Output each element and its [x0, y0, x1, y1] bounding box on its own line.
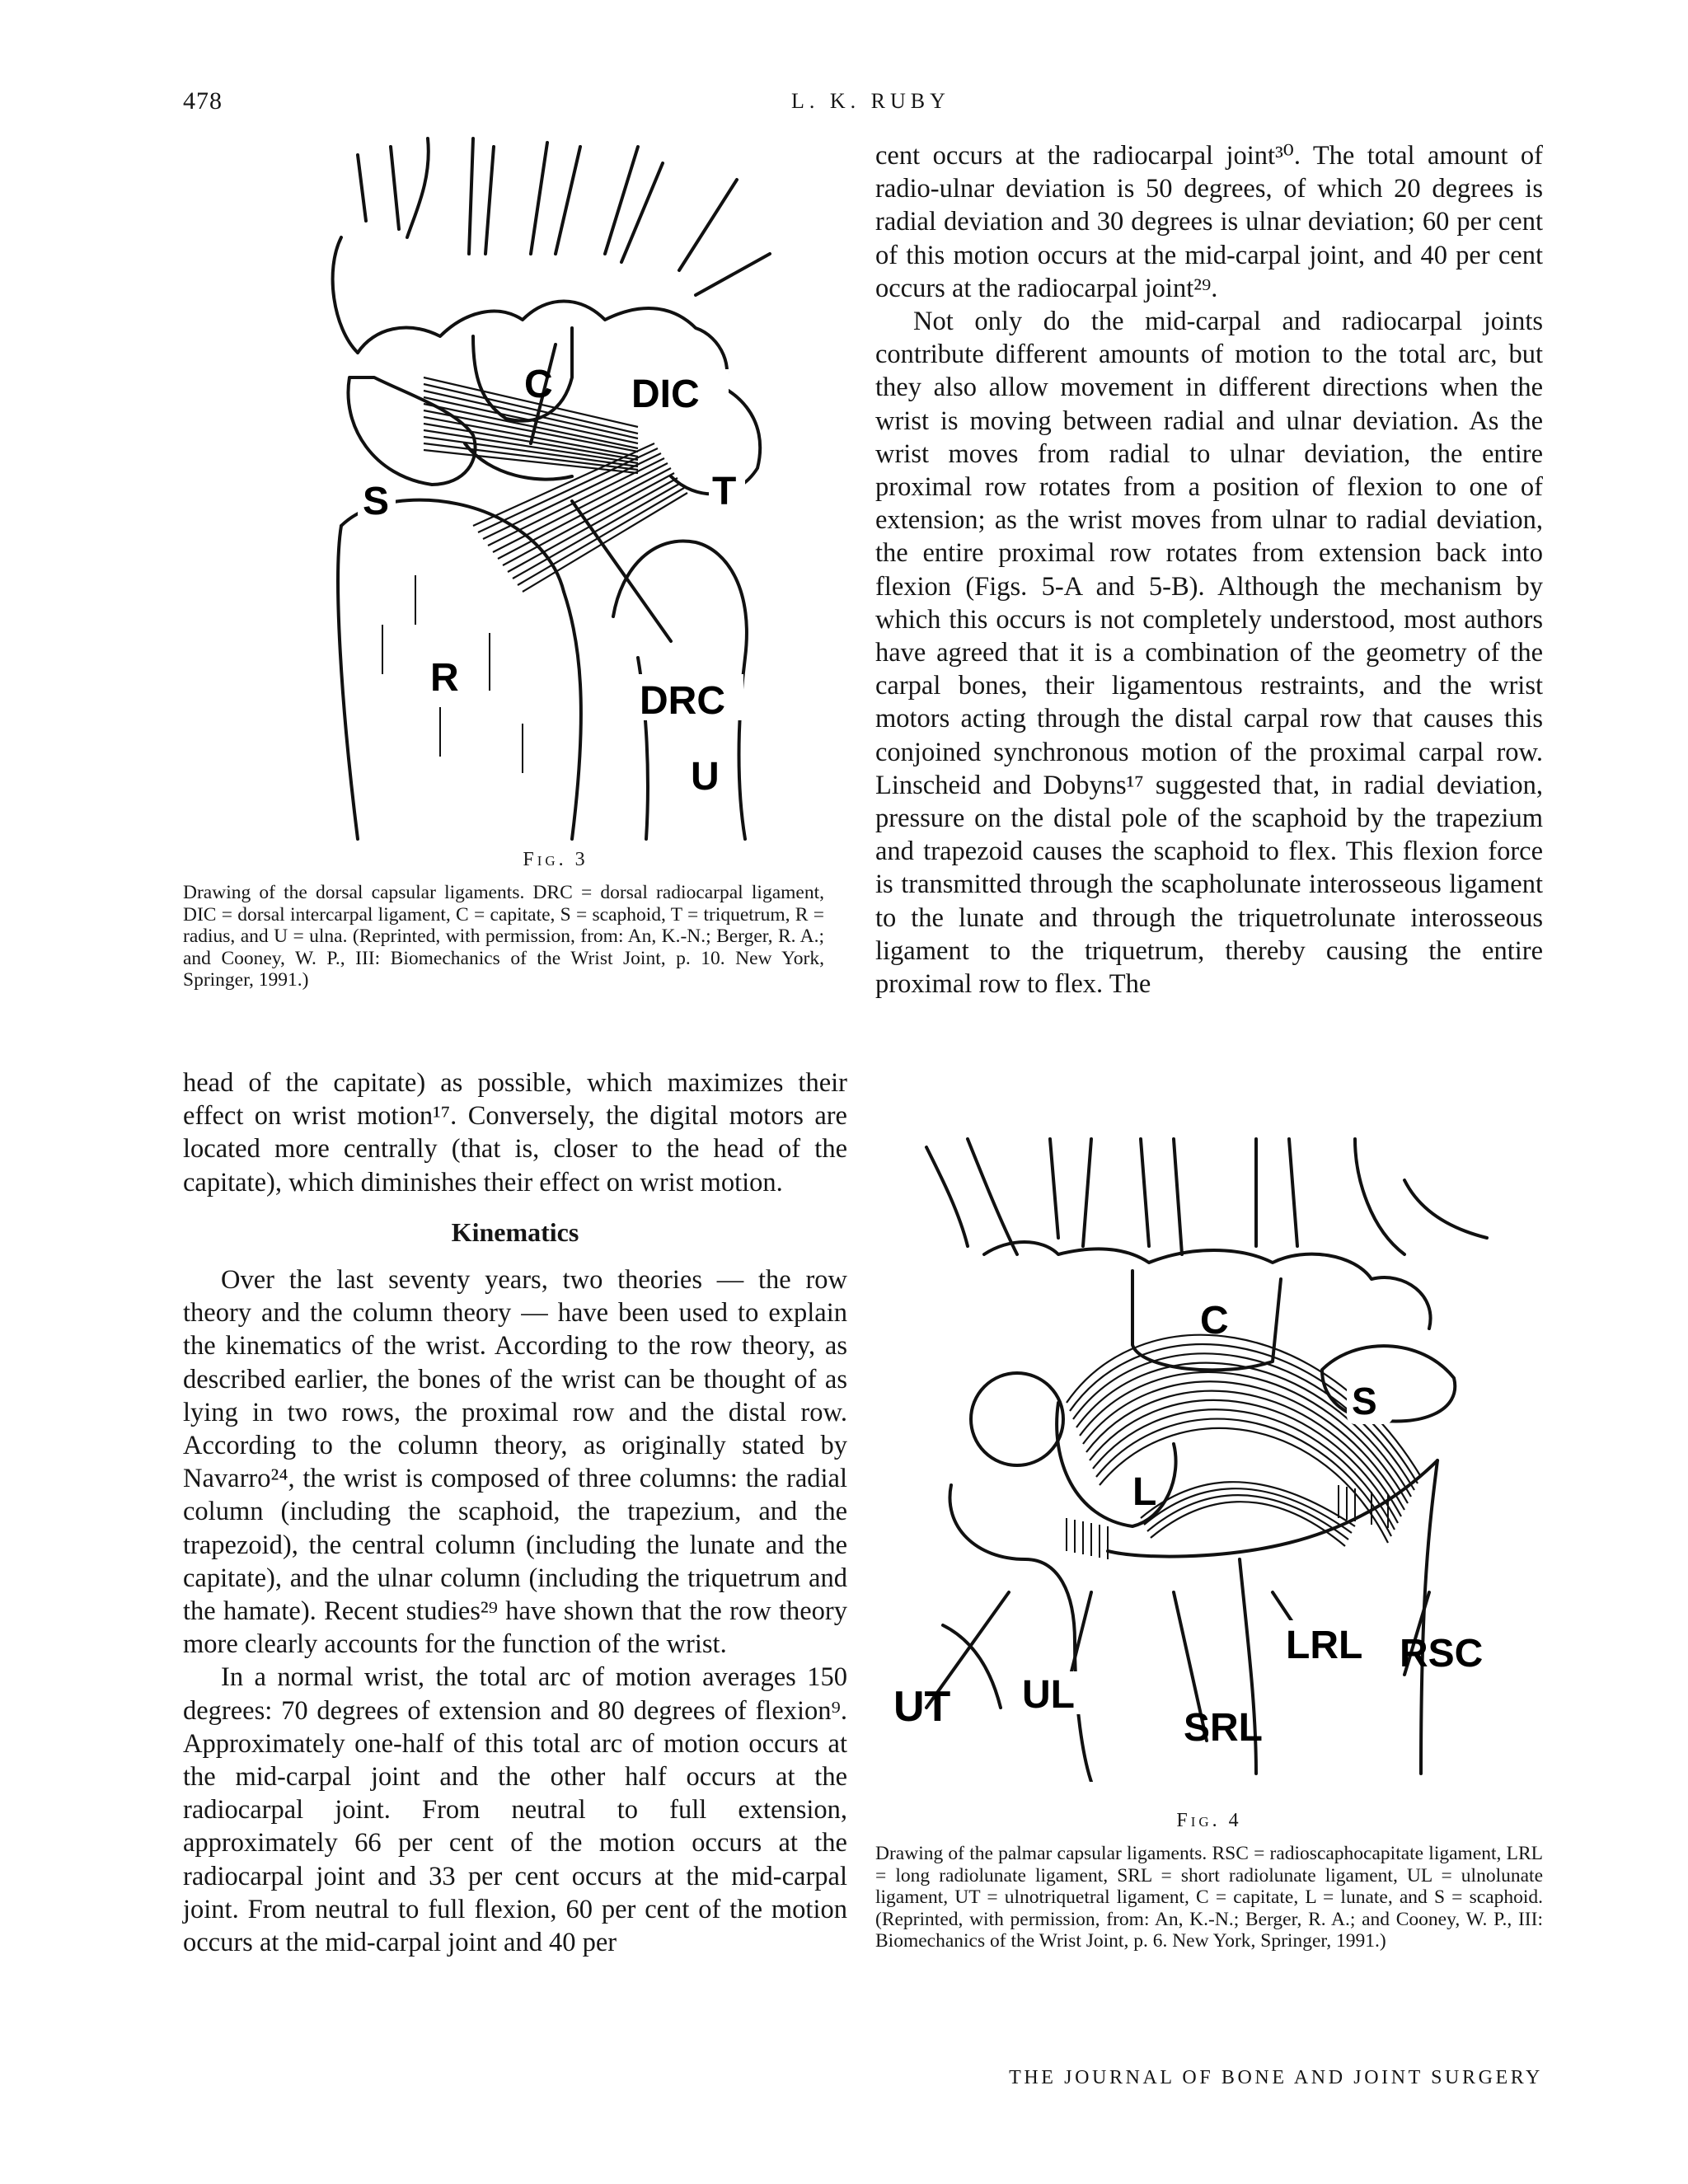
label-srl: SRL	[1184, 1706, 1263, 1750]
paragraph: Over the last seventy years, two theories — the row theory and the column theory — have been used to explain the kinematics of the wrist. According to the row theory, as described earlier, the bones of the wrist can be thought of as lying in two rows, the proximal row and the distal row. According to the column theory, as originally stated by Navarro²⁴, the wrist is composed of three columns: the radial column (including the scaphoid, the trapezium, and the trapezoid), the central column (including the lunate and the capitate), and the ulnar column (including the triquetrum and the hamate). Recent studies²⁹ have shown that the row theory more clearly accounts for the function of the wrist.	[183, 1265, 847, 1660]
label-triquetrum: T	[712, 470, 737, 513]
paragraph: Not only do the mid-carpal and radiocarpal joints contribute different amounts of motion to the total arc, but they also allow movement in different directions when the wrist is moving between radial and ulnar deviation. As the wrist moves from radial to ulnar deviation, the entire proximal row rotates from a position of flexion to one of extension; as the wrist moves from ulnar to radial deviation, the entire proximal row rotates from extension back into flexion (Figs. 5-A and 5-B). Although the mechanism by which this occurs is not completely understood, most authors have agreed that it is a combination of the geometry of the carpal bones, their ligamentous restraints, and the wrist motors acting through the distal carpal row that causes this conjoined synchronous motion of the proximal carpal row. Linscheid and Dobyns¹⁷ suggested that, in radial deviation, pressure on the distal pole of the scaphoid by the trapezium and trapezoid causes the scaphoid to flex. This flexion force is transmitted through the scapholunate interosseous ligament to the lunate and through the triquetrolunate interosseous ligament to the triquetrum, thereby causing the entire proximal row to flex. The	[875, 307, 1543, 1000]
dorsal-ligaments-illustration	[308, 130, 803, 849]
figure-4-caption: Drawing of the palmar capsular ligaments. RSC = radioscaphocapitate ligament, LRL = long radiolunate ligament, SRL = short radiolunate ligament, UL = ulnolunate ligament, UT = ulnotriquetral ligament, C = capitate, L = lunate, and S = scaphoid. (Reprinted, with permission, from: An, K.-N.; Berger, R. A.; and Cooney, W. P., III: Biomechanics of the Wrist Joint, p. 6. New York, Springer, 1991.)	[875, 1843, 1543, 1952]
palmar-ligaments-illustration	[893, 1131, 1536, 1782]
label-scaphoid: S	[1352, 1380, 1377, 1422]
journal-footer: THE JOURNAL OF BONE AND JOINT SURGERY	[1009, 2067, 1543, 2088]
label-lunate: L	[1132, 1470, 1157, 1514]
paragraph: cent occurs at the radiocarpal joint³⁰. The total amount of radio-ulnar deviation is 50 degrees, of which 20 degrees is radial deviation and 30 degrees is ulnar deviation; 60 per cent of this motion occurs at the mid-carpal joint, and 40 per cent occurs at the radiocarpal joint²⁹.	[875, 141, 1543, 303]
label-ul: UL	[1022, 1673, 1075, 1717]
figure-4-title: Fig. 4	[1176, 1810, 1242, 1831]
left-column-text	[183, 1066, 847, 1959]
label-lrl: LRL	[1286, 1624, 1363, 1667]
label-ut: UT	[893, 1683, 951, 1731]
label-capitate: C	[524, 363, 553, 406]
label-drc: DRC	[640, 679, 725, 723]
label-rsc: RSC	[1400, 1632, 1484, 1675]
figure-4-drawing	[893, 1131, 1536, 1782]
label-scaphoid: S	[363, 480, 390, 523]
label-radius: R	[430, 656, 459, 700]
figure-3-caption: Drawing of the dorsal capsular ligaments. DRC = dorsal radiocarpal ligament, DIC = dorsal intercarpal ligament, C = capitate, S = scaphoid, T = triquetrum, R = radius, and U = ulna. (Reprinted, with permission, from: An, K.-N.; Berger, R. A.; and Cooney, W. P., III: Biomechanics of the Wrist Joint, p. 10. New York, Springer, 1991.)	[183, 882, 824, 991]
right-column-text	[875, 139, 1543, 1001]
running-head: L. K. RUBY	[791, 89, 950, 113]
label-dic: DIC	[631, 373, 700, 416]
section-heading: Kinematics	[451, 1216, 579, 1247]
paragraph: In a normal wrist, the total arc of motion averages 150 degrees: 70 degrees of extension and 80 degrees of flexion⁹. Approximately one-half of this total arc of motion occurs at the mid-carpal joint and the other half occurs at the radiocarpal joint. From neutral to full extension, approximately 66 per cent of the motion occurs at the radiocarpal joint and 33 per cent occurs at the mid-carpal joint. From neutral to full flexion, 60 per cent of the motion occurs at the mid-carpal joint and 40 per	[183, 1662, 847, 1958]
label-ulna: U	[691, 755, 720, 799]
page-number: 478	[183, 87, 223, 115]
label-capitate: C	[1200, 1299, 1229, 1343]
paragraph: head of the capitate) as possible, which maximizes their effect on wrist motion¹⁷. Conversely, the digital motors are located more centrally (that is, closer to the head of the capitate), which diminishes their effect on wrist motion.	[183, 1068, 847, 1197]
figure-3-title: Fig. 3	[523, 849, 588, 870]
figure-3-drawing	[308, 130, 803, 849]
